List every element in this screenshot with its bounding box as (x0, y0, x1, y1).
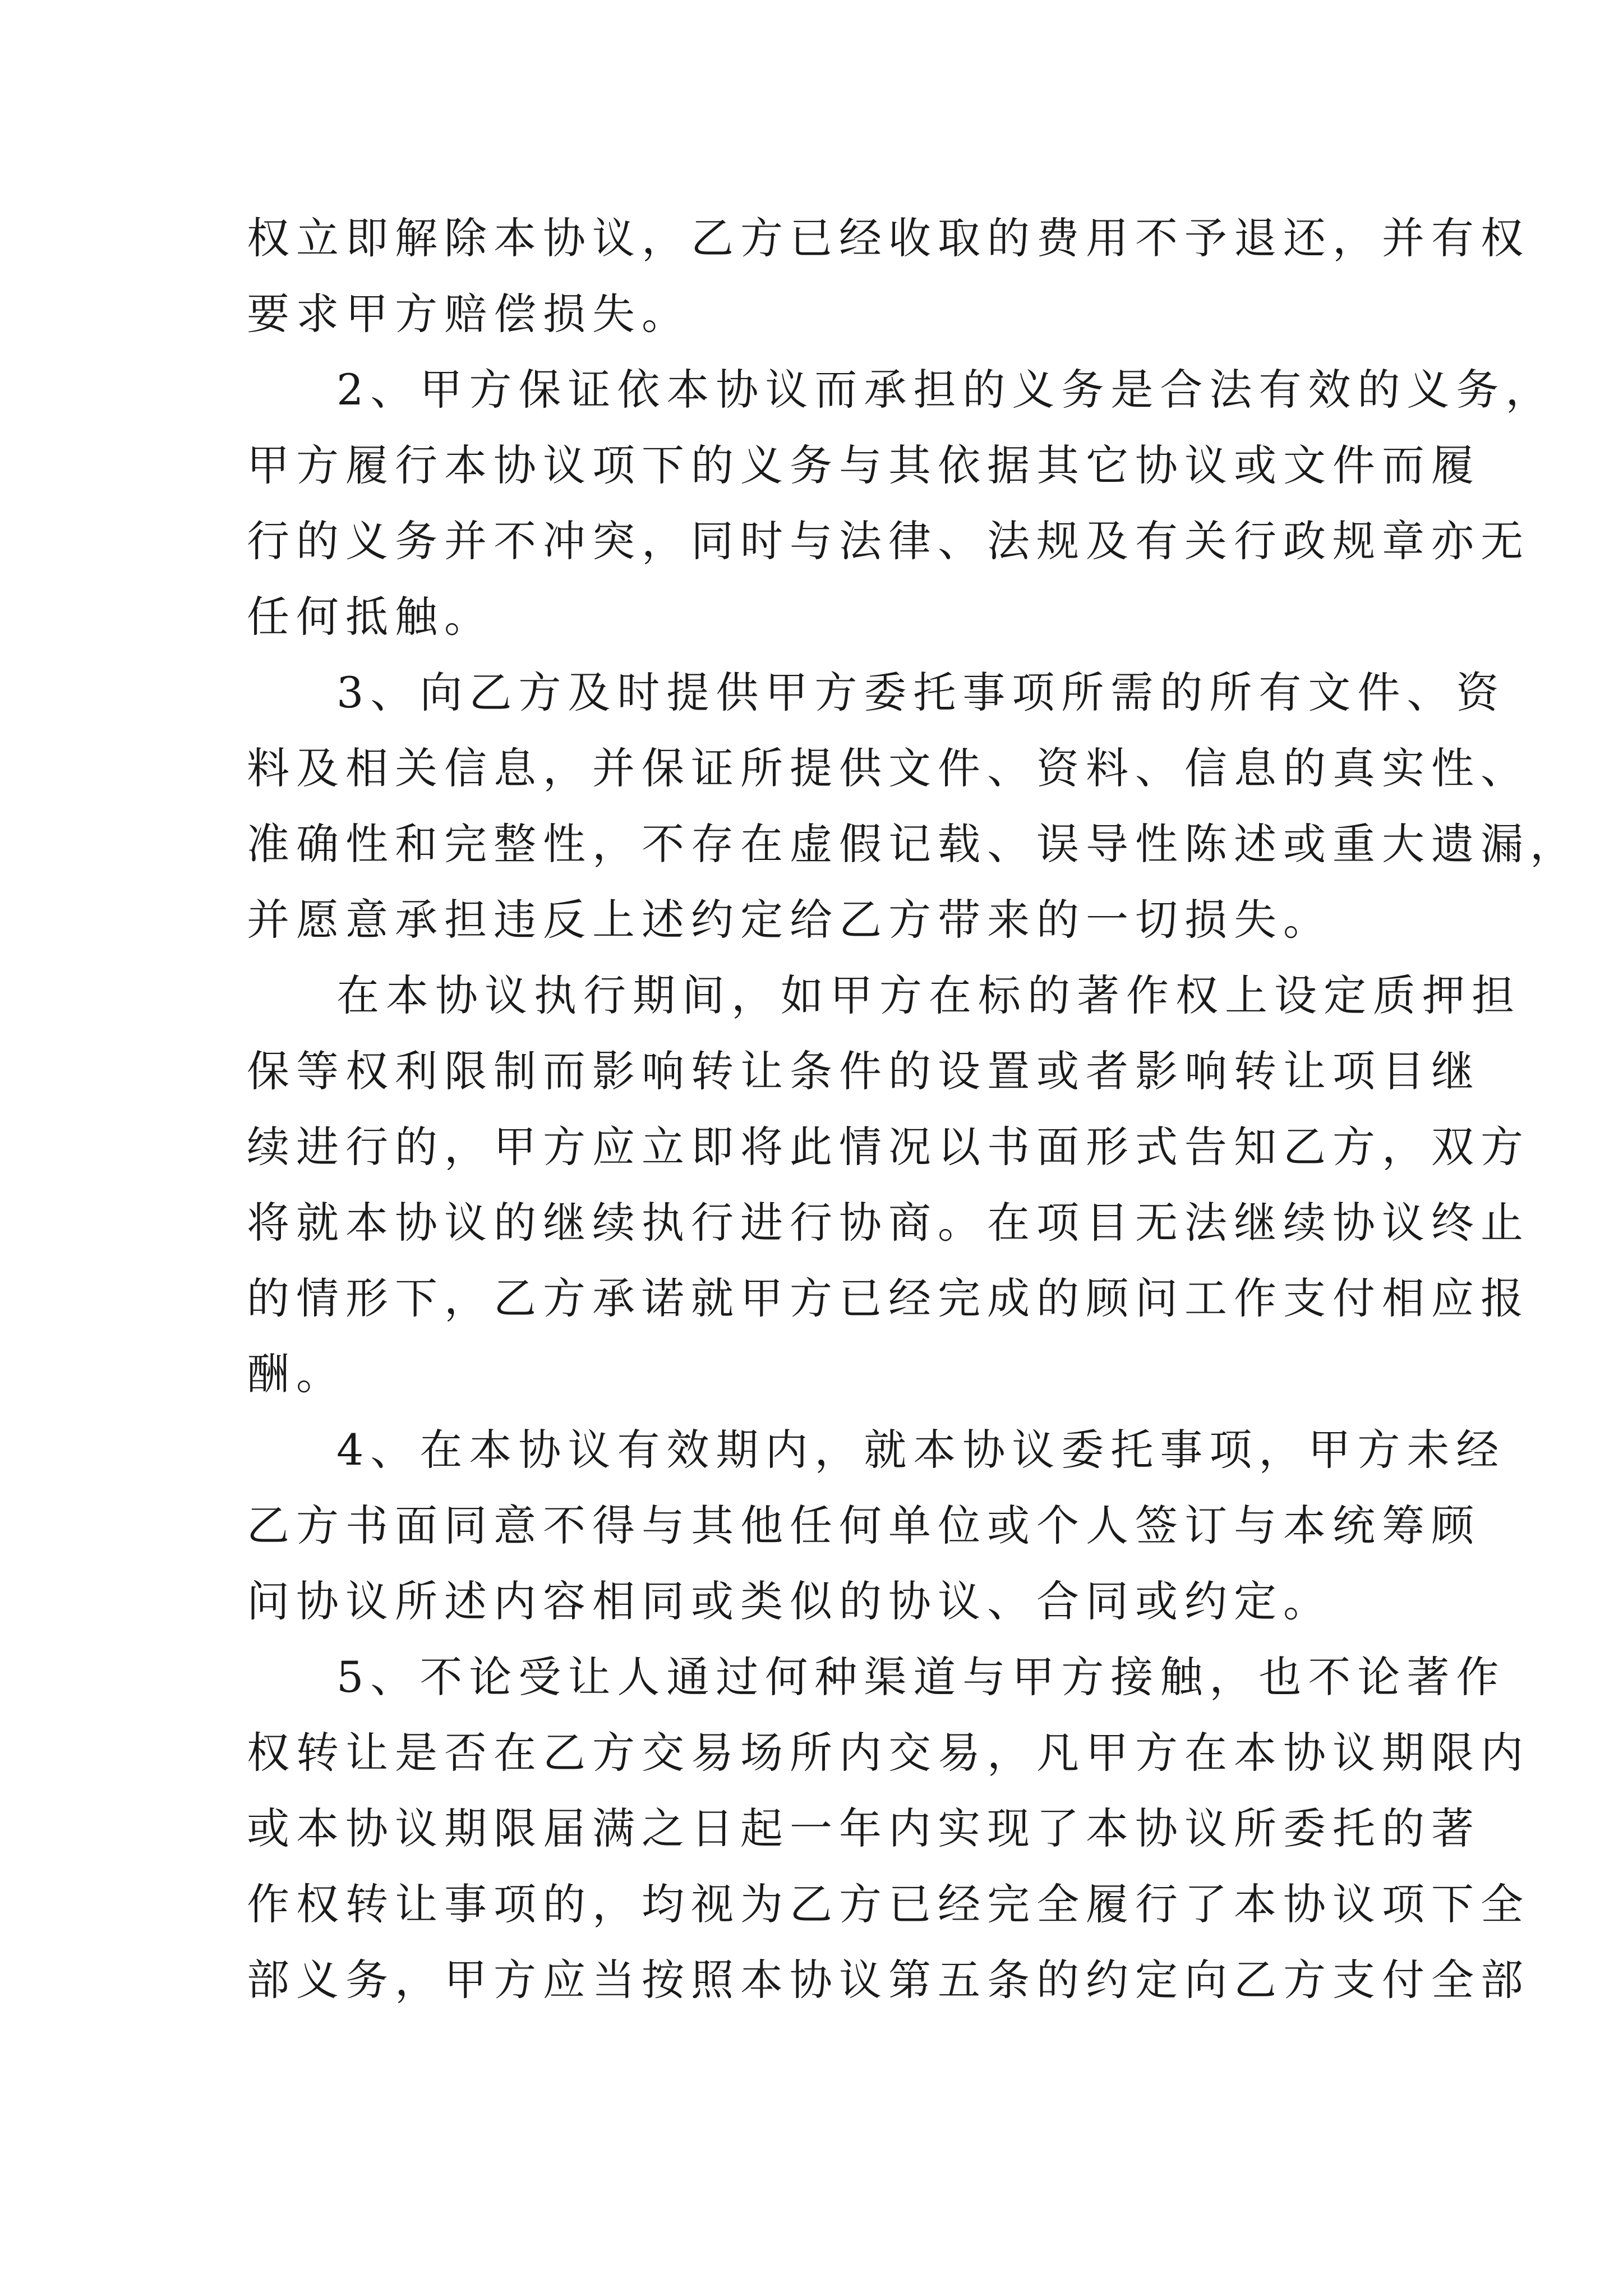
text-line: 并愿意承担违反上述约定给乙方带来的一切损失。 (247, 895, 1332, 945)
text-line: 续进行的，甲方应立即将此情况以书面形式告知乙方，双方 (247, 1122, 1530, 1172)
paragraph-2-start: 2、甲方保证依本协议而承担的义务是合法有效的义务， (336, 365, 1555, 415)
text-line: 权转让是否在乙方交易场所内交易，凡甲方在本协议期限内 (247, 1728, 1530, 1778)
text-line: 部义务，甲方应当按照本协议第五条的约定向乙方支付全部 (247, 1955, 1530, 2005)
text-line: 料及相关信息，并保证所提供文件、资料、信息的真实性、 (247, 743, 1530, 793)
text-line: 作权转让事项的，均视为乙方已经完全履行了本协议项下全 (247, 1879, 1530, 1929)
text-line: 问协议所述内容相同或类似的协议、合同或约定。 (247, 1576, 1332, 1626)
paragraph-pledge-start: 在本协议执行期间，如甲方在标的著作权上设定质押担 (336, 970, 1521, 1020)
text-line: 要求甲方赔偿损失。 (247, 289, 691, 339)
text-line: 的情形下，乙方承诺就甲方已经完成的顾问工作支付相应报 (247, 1273, 1530, 1323)
text-line: 乙方书面同意不得与其他任何单位或个人签订与本统筹顾 (247, 1501, 1481, 1550)
paragraph-5-start: 5、不论受让人通过何种渠道与甲方接触，也不论著作 (336, 1652, 1506, 1702)
text-line: 甲方履行本协议项下的义务与其依据其它协议或文件而履 (247, 440, 1481, 490)
text-line: 行的义务并不冲突，同时与法律、法规及有关行政规章亦无 (247, 516, 1530, 566)
text-line: 或本协议期限届满之日起一年内实现了本协议所委托的著 (247, 1803, 1481, 1853)
paragraph-4-start: 4、在本协议有效期内，就本协议委托事项，甲方未经 (336, 1425, 1506, 1475)
text-line: 权立即解除本协议，乙方已经收取的费用不予退还，并有权 (247, 213, 1530, 263)
text-line: 任何抵触。 (247, 592, 494, 642)
text-line: 酬。 (247, 1349, 345, 1399)
text-line: 将就本协议的继续执行进行协商。在项目无法继续协议终止 (247, 1198, 1530, 1248)
text-line: 准确性和完整性，不存在虚假记载、误导性陈述或重大遗漏， (247, 819, 1579, 869)
text-line: 保等权利限制而影响转让条件的设置或者影响转让项目继 (247, 1046, 1481, 1096)
paragraph-3-start: 3、向乙方及时提供甲方委托事项所需的所有文件、资 (336, 668, 1506, 717)
